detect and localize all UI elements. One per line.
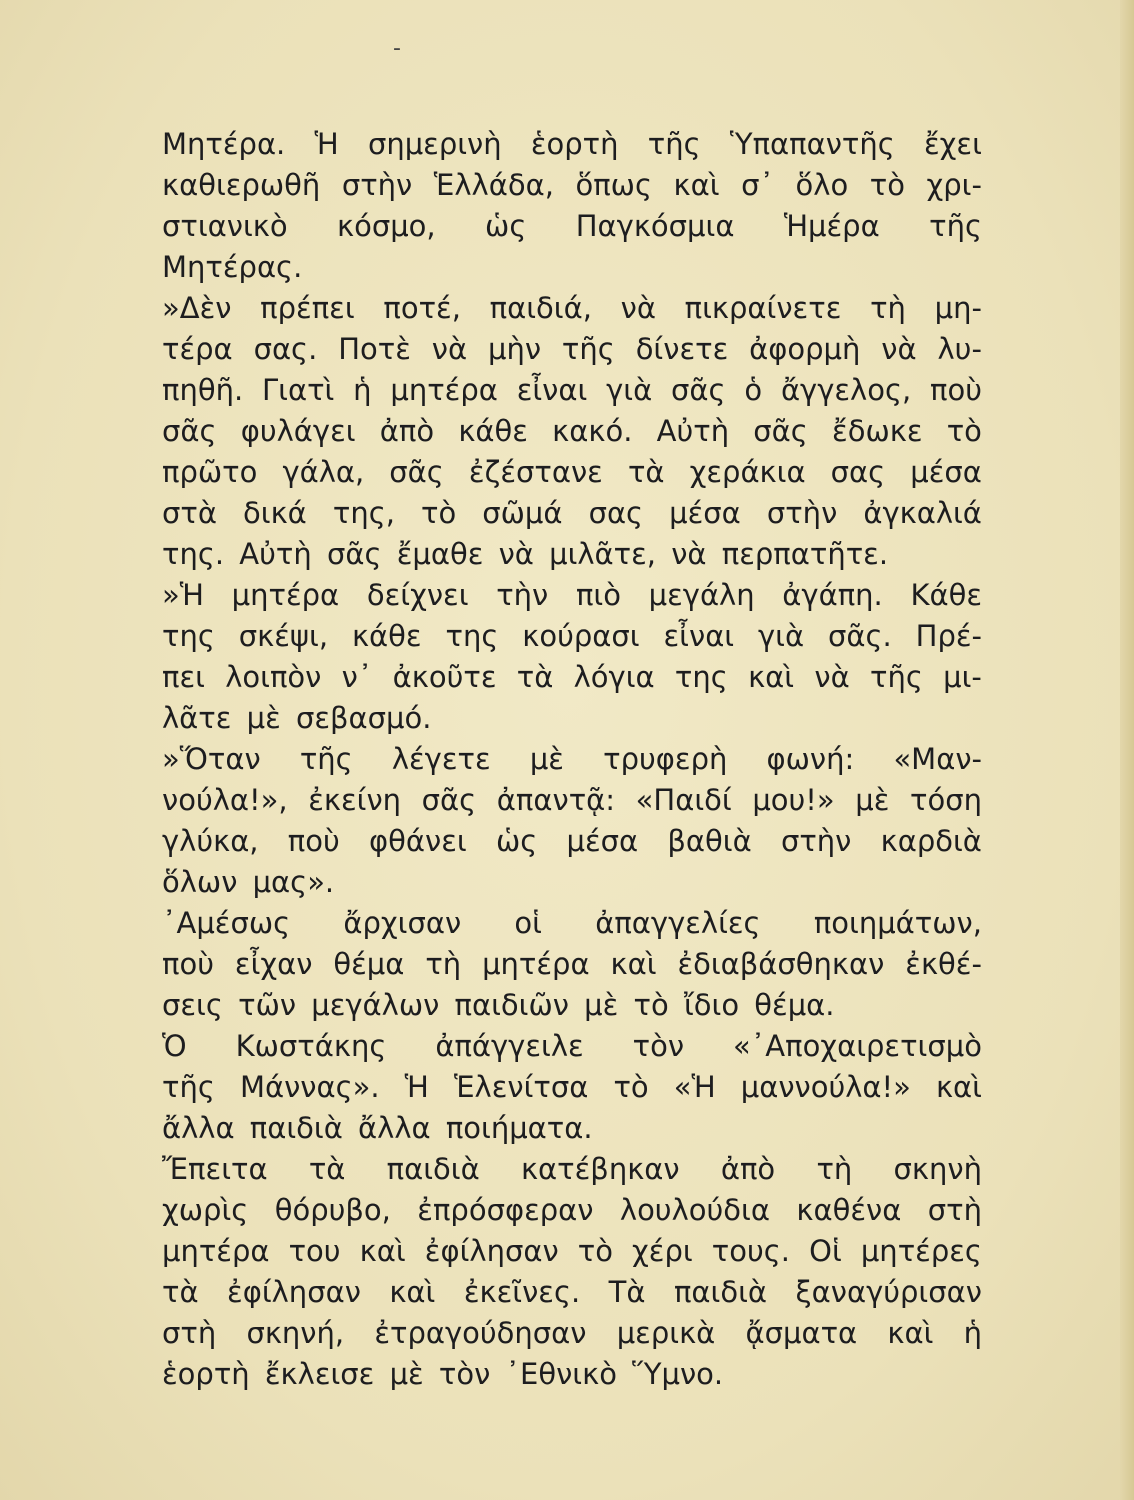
text-line: τῆς Μάννας». Ἡ Ἑλενίτσα τὸ «Ἡ μαννούλα!» καὶ xyxy=(162,1070,982,1104)
paragraph xyxy=(162,124,982,288)
text-line: σεις τῶν μεγάλων παιδιῶν μὲ τὸ ἴδιο θέμα. xyxy=(162,988,835,1022)
text-line: Μητέρας. xyxy=(162,250,303,284)
text-line: ἄλλα παιδιὰ ἄλλα ποιήματα. xyxy=(162,1111,593,1145)
text-line: πρῶτο γάλα, σᾶς ἐζέστανε τὰ χεράκια σας μέσα xyxy=(162,455,982,489)
text-line: »Δὲν πρέπει ποτέ, παιδιά, νὰ πικραίνετε τὴ μη- xyxy=(162,291,982,325)
text-line: λᾶτε μὲ σεβασμό. xyxy=(162,701,432,735)
paragraph xyxy=(162,903,982,1026)
text-line: »Ἡ μητέρα δείχνει τὴν πιὸ μεγάλη ἀγάπη. Κάθε xyxy=(162,578,982,612)
text-line: Ἔπειτα τὰ παιδιὰ κατέβηκαν ἀπὸ τὴ σκηνὴ xyxy=(162,1152,982,1186)
text-line: Μητέρα. Ἡ σημερινὴ ἑορτὴ τῆς Ὑπαπαντῆς ἔχει xyxy=(162,127,982,161)
text-line: »Ὅταν τῆς λέγετε μὲ τρυφερὴ φωνή: «Μαν- xyxy=(162,742,982,776)
text-line: καθιερωθῆ στὴν Ἑλλάδα, ὅπως καὶ σ᾿ ὅλο τὸ χρι- xyxy=(162,168,982,202)
text-line: τέρα σας. Ποτὲ νὰ μὴν τῆς δίνετε ἀφορμὴ νὰ λυ- xyxy=(162,332,982,366)
body-text xyxy=(162,124,982,1395)
text-line: ἑορτὴ ἔκλεισε μὲ τὸν ᾿Εθνικὸ Ὕμνο. xyxy=(162,1357,724,1391)
text-line: μητέρα του καὶ ἐφίλησαν τὸ χέρι τους. Οἱ μητέρες xyxy=(162,1234,982,1268)
paragraph xyxy=(162,1026,982,1149)
text-line: πηθῆ. Γιατὶ ἡ μητέρα εἶναι γιὰ σᾶς ὁ ἄγγελος, ποὺ xyxy=(162,373,982,407)
text-line: ᾿Αμέσως ἄρχισαν οἱ ἀπαγγελίες ποιημάτων, xyxy=(162,906,982,940)
text-line: της. Αὐτὴ σᾶς ἔμαθε νὰ μιλᾶτε, νὰ περπατῆτε. xyxy=(162,537,889,571)
page-edge-shadow xyxy=(1120,0,1134,1500)
paragraph xyxy=(162,288,982,575)
text-line: ὅλων μας». xyxy=(162,865,335,899)
text-line: πει λοιπὸν ν᾿ ἀκοῦτε τὰ λόγια της καὶ νὰ τῆς μι- xyxy=(162,660,982,694)
text-line: ποὺ εἶχαν θέμα τὴ μητέρα καὶ ἐδιαβάσθηκαν ἐκθέ- xyxy=(162,947,982,981)
paragraph xyxy=(162,739,982,903)
paragraph xyxy=(162,1149,982,1395)
text-line: χωρὶς θόρυβο, ἐπρόσφεραν λουλούδια καθένα στὴ xyxy=(162,1193,982,1227)
text-line: Ὁ Κωστάκης ἀπάγγειλε τὸν «᾿Αποχαιρετισμὸ xyxy=(162,1029,982,1063)
paragraph xyxy=(162,575,982,739)
text-line: στιανικὸ κόσμο, ὡς Παγκόσμια Ἡμέρα τῆς xyxy=(162,209,982,243)
top-dash-mark: - xyxy=(393,36,401,61)
text-line: τὰ ἐφίλησαν καὶ ἐκεῖνες. Τὰ παιδιὰ ξαναγύρισαν xyxy=(162,1275,982,1309)
text-line: της σκέψι, κάθε της κούρασι εἶναι γιὰ σᾶς. Πρέ- xyxy=(162,619,982,653)
text-line: σᾶς φυλάγει ἀπὸ κάθε κακό. Αὐτὴ σᾶς ἔδωκε τὸ xyxy=(162,414,982,448)
text-line: στὰ δικά της, τὸ σῶμά σας μέσα στὴν ἀγκαλιά xyxy=(162,496,982,530)
text-line: στὴ σκηνή, ἐτραγούδησαν μερικὰ ᾄσματα καὶ ἡ xyxy=(162,1316,982,1350)
text-line: γλύκα, ποὺ φθάνει ὡς μέσα βαθιὰ στὴν καρδιὰ xyxy=(162,824,982,858)
text-line: νούλα!», ἐκείνη σᾶς ἀπαντᾷ: «Παιδί μου!» μὲ τόση xyxy=(162,783,982,817)
